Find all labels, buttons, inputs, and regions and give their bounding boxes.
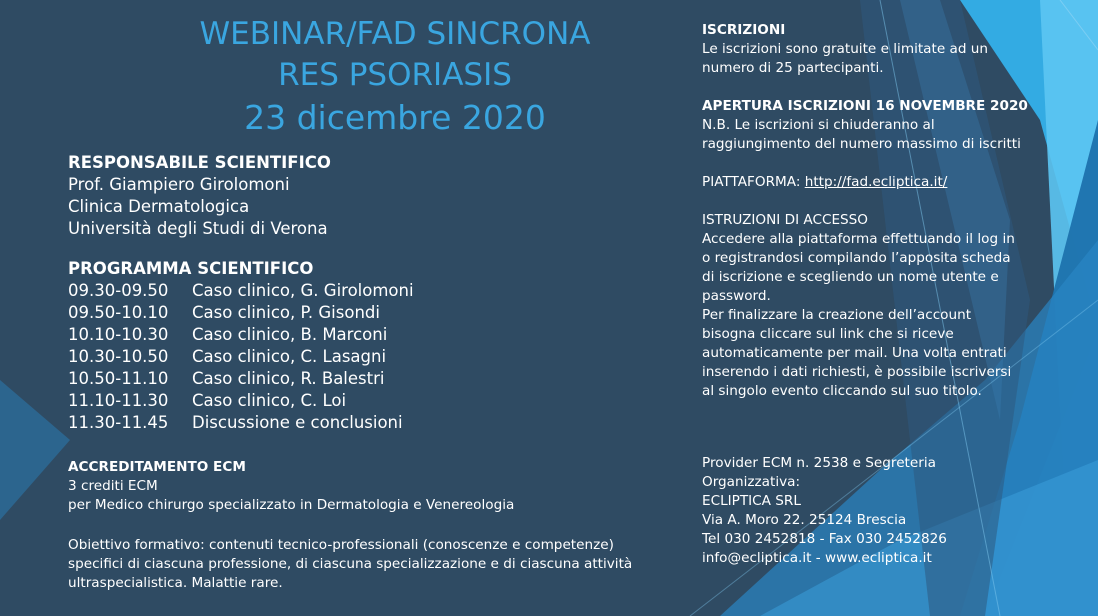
istruzioni-line: inserendo i dati richiesti, è possibile iscriversi	[702, 364, 1012, 380]
istruzioni-line: automaticamente per mail. Una volta entrati	[702, 345, 1007, 361]
title-line-2: RES PSORIASIS	[278, 57, 512, 93]
istruzioni-line: di iscrizione e scegliendo un nome utente e	[702, 269, 999, 285]
program-text: Caso clinico, C. Loi	[192, 391, 347, 410]
program-time: 10.50-11.10	[68, 369, 169, 388]
obiettivo-line: specifici di ciascuna professione, di ciascuna specializzazione e di ciascuna attività	[68, 556, 633, 572]
program-time: 10.10-10.30	[68, 325, 169, 344]
apertura-line: N.B. Le iscrizioni si chiuderanno al	[702, 117, 935, 133]
istruzioni-line: al singolo evento cliccando sul suo titolo.	[702, 383, 982, 399]
istruzioni-line: password.	[702, 288, 771, 304]
piattaforma-line	[702, 173, 1028, 192]
program-text: Caso clinico, C. Lasagni	[192, 347, 387, 366]
responsabile-heading: RESPONSABILE SCIENTIFICO	[68, 153, 331, 172]
obiettivo-line: Obiettivo formativo: contenuti tecnico-professionali (conoscenze e competenze)	[68, 537, 614, 553]
event-title	[90, 14, 700, 140]
istruzioni-line: Accedere alla piattaforma effettuando il log in	[702, 231, 1015, 247]
apertura-line: raggiungimento del numero massimo di iscritti	[702, 136, 1021, 152]
responsabile-line: Università degli Studi di Verona	[68, 219, 328, 238]
iscrizioni-line: Le iscrizioni sono gratuite e limitate ad un	[702, 41, 989, 57]
responsabile-line: Prof. Giampiero Girolomoni	[68, 175, 290, 194]
program-row	[68, 368, 414, 390]
program-row	[68, 280, 414, 302]
program-time: 11.30-11.45	[68, 413, 169, 432]
program-row	[68, 302, 414, 324]
provider-line: Via A. Moro 22. 25124 Brescia	[702, 512, 907, 528]
provider-line: Provider ECM n. 2538 e Segreteria	[702, 455, 936, 471]
accreditamento-heading: ACCREDITAMENTO ECM	[68, 459, 246, 475]
program-row	[68, 390, 414, 412]
accreditamento-section	[68, 458, 514, 515]
program-row	[68, 324, 414, 346]
iscrizioni-line: numero di 25 partecipanti.	[702, 60, 884, 76]
program-text: Caso clinico, R. Balestri	[192, 369, 385, 388]
iscrizioni-heading: ISCRIZIONI	[702, 22, 786, 38]
accreditamento-line: per Medico chirurgo specializzato in Dermatologia e Venereologia	[68, 497, 515, 513]
obiettivo-line: ultraspecialistica. Malattie rare.	[68, 575, 283, 591]
apertura-heading: APERTURA ISCRIZIONI 16 NOVEMBRE 2020	[702, 98, 1028, 114]
program-time: 10.30-10.50	[68, 347, 169, 366]
provider-line: Tel 030 2452818 - Fax 030 2452826	[702, 531, 947, 547]
program-text: Discussione e conclusioni	[192, 413, 403, 432]
title-line-1: WEBINAR/FAD SINCRONA	[199, 16, 591, 52]
event-date: 23 dicembre 2020	[244, 98, 546, 137]
programma-section	[68, 258, 414, 434]
program-time: 11.10-11.30	[68, 391, 169, 410]
program-text: Caso clinico, P. Gisondi	[192, 303, 380, 322]
piattaforma-label: PIATTAFORMA:	[702, 174, 805, 190]
provider-line: ECLIPTICA SRL	[702, 493, 801, 509]
accreditamento-line: 3 crediti ECM	[68, 478, 158, 494]
program-text: Caso clinico, G. Girolomoni	[192, 281, 414, 300]
program-row	[68, 346, 414, 368]
responsabile-line: Clinica Dermatologica	[68, 197, 250, 216]
obiettivo-section	[68, 536, 632, 593]
provider-line: Organizzativa:	[702, 474, 801, 490]
right-column	[702, 21, 1028, 401]
program-time: 09.50-10.10	[68, 303, 169, 322]
istruzioni-heading: ISTRUZIONI DI ACCESSO	[702, 212, 869, 228]
provider-line: info@ecliptica.it - www.ecliptica.it	[702, 550, 932, 566]
program-time: 09.30-09.50	[68, 281, 169, 300]
responsabile-section	[68, 152, 331, 240]
program-row	[68, 412, 414, 434]
piattaforma-link[interactable]: http://fad.ecliptica.it/	[804, 174, 948, 190]
program-text: Caso clinico, B. Marconi	[192, 325, 388, 344]
istruzioni-line: o registrandosi compilando l’apposita scheda	[702, 250, 1011, 266]
programma-heading: PROGRAMMA SCIENTIFICO	[68, 259, 314, 278]
istruzioni-line: Per finalizzare la creazione dell’account	[702, 307, 972, 323]
provider-section	[702, 454, 947, 568]
istruzioni-line: bisogna cliccare sul link che si riceve	[702, 326, 954, 342]
